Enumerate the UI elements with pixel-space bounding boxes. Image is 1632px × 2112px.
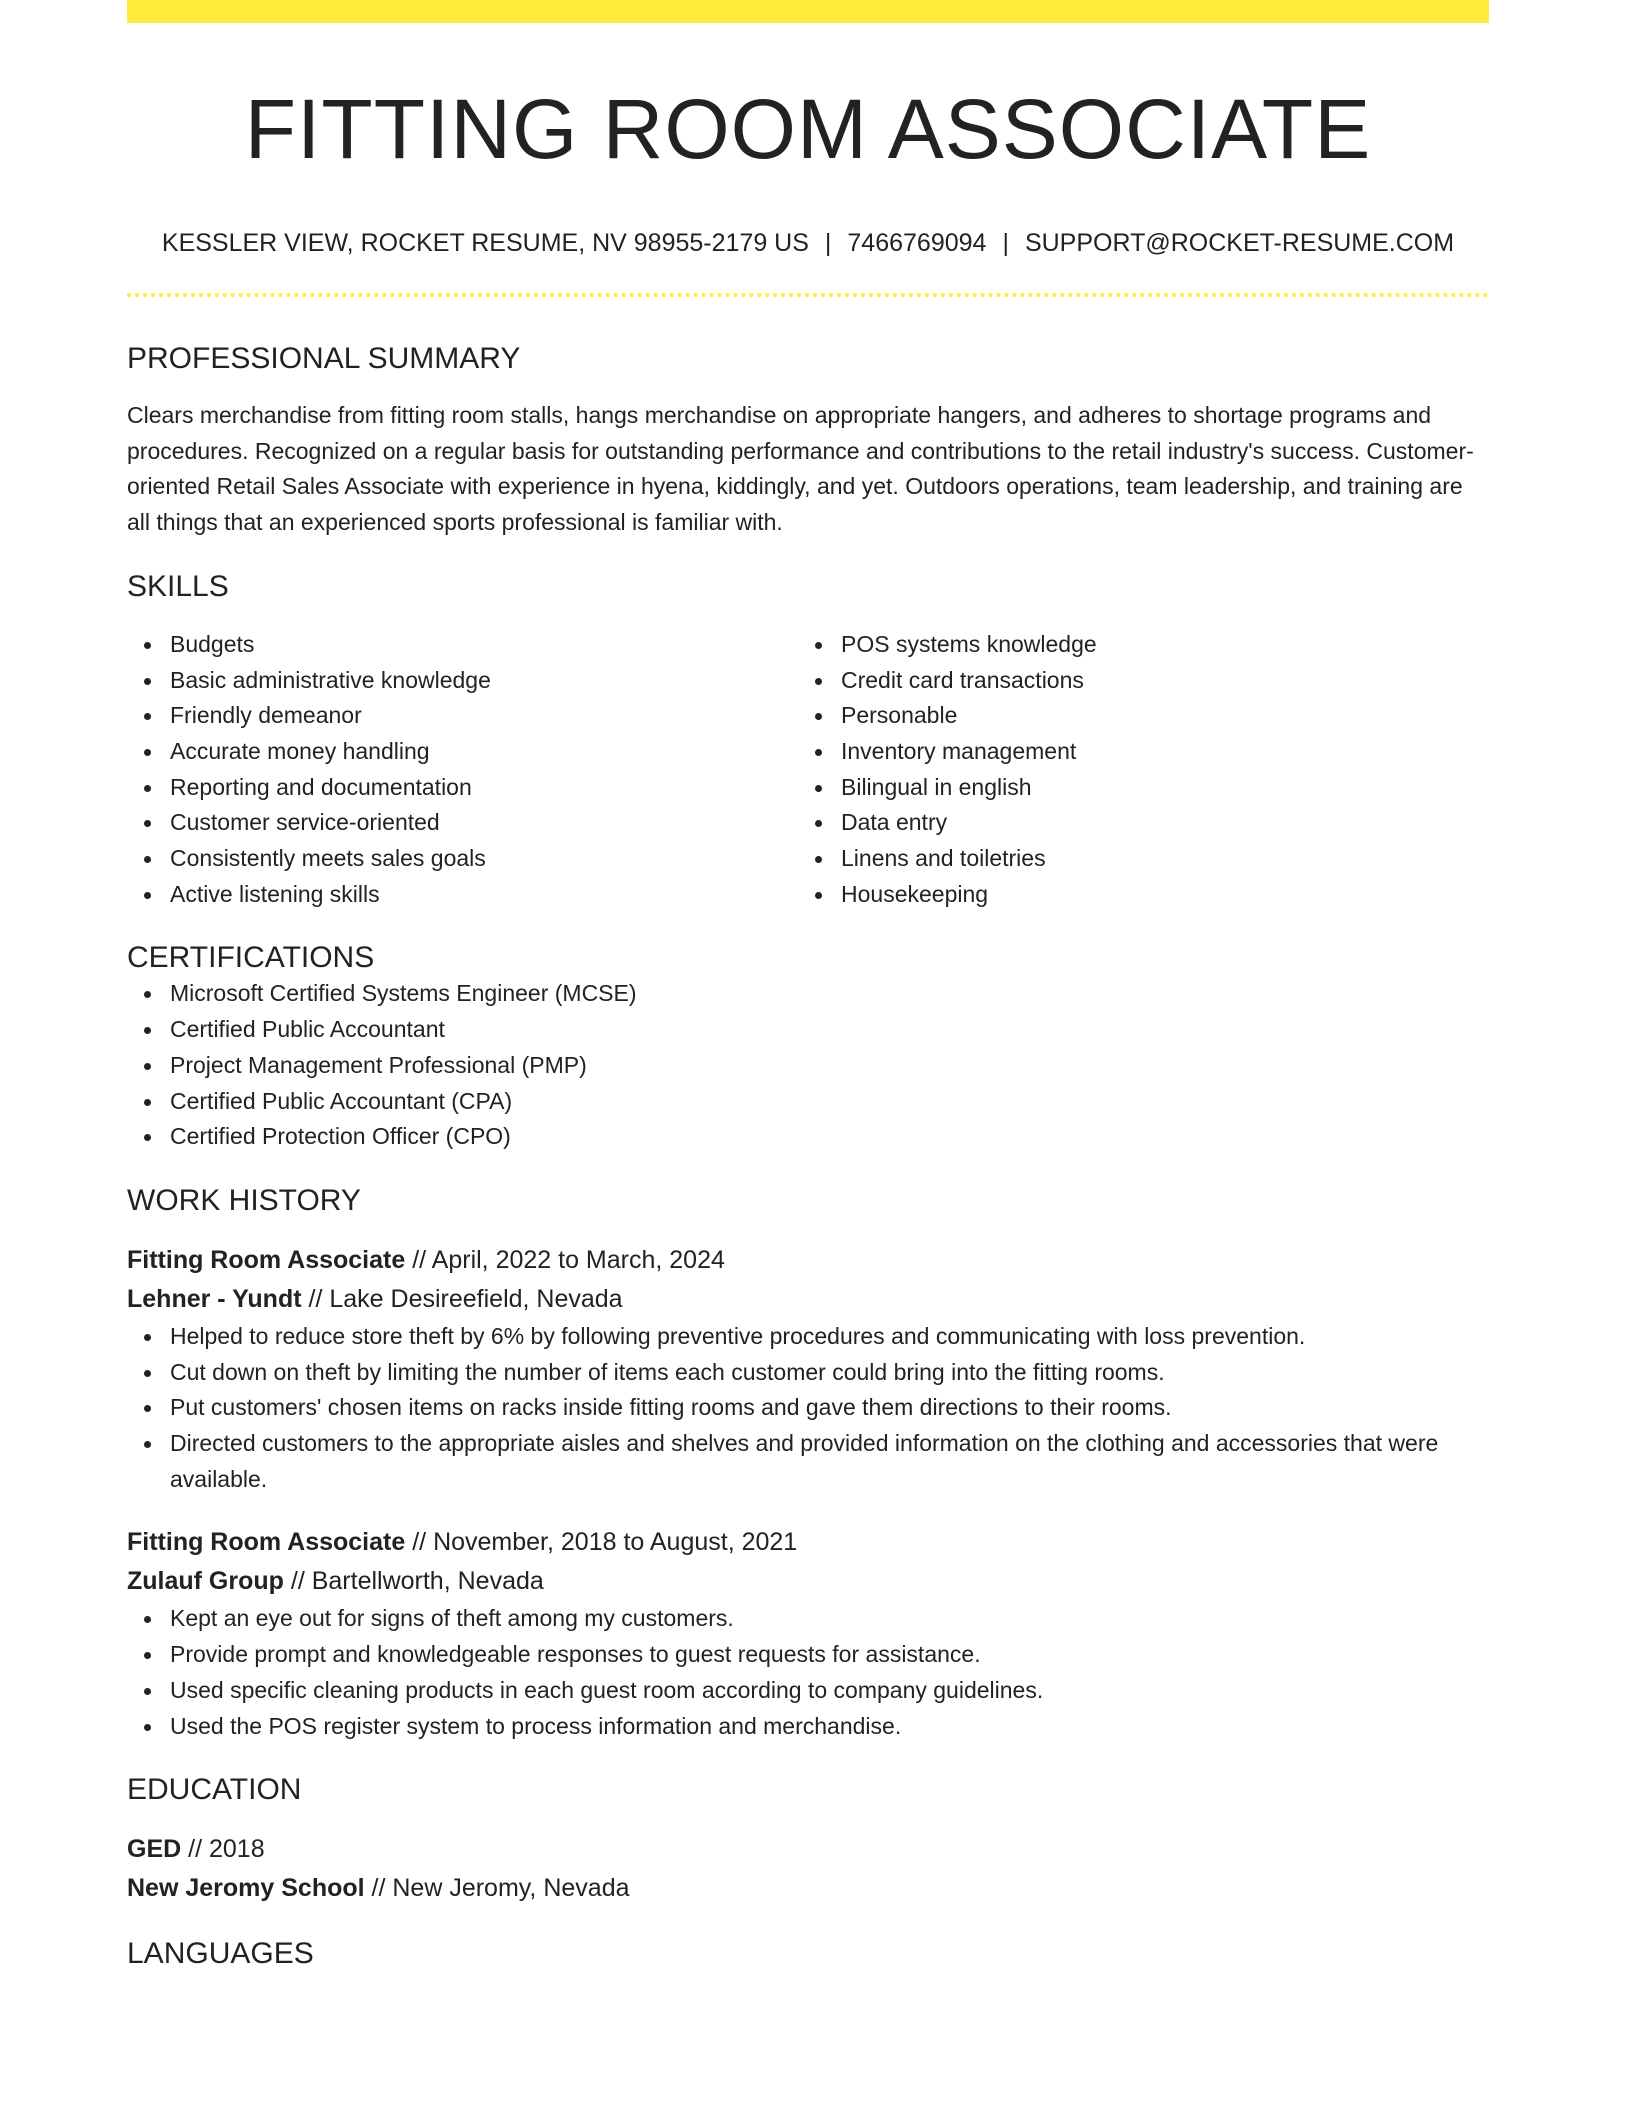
skill-item: Customer service-oriented — [170, 805, 798, 841]
education-delimiter: // — [181, 1835, 209, 1864]
skill-item: Bilingual in english — [841, 770, 1469, 806]
skills-column-left — [127, 627, 798, 913]
skill-item: Basic administrative knowledge — [170, 663, 798, 699]
skill-item: Housekeeping — [841, 877, 1469, 913]
skill-item: Linens and toiletries — [841, 841, 1469, 877]
certification-item: Microsoft Certified Systems Engineer (MCSE) — [170, 976, 1489, 1012]
job-location: Lake Desireefield, Nevada — [329, 1284, 623, 1313]
job-delimiter: // — [301, 1284, 330, 1313]
skill-item: Data entry — [841, 805, 1469, 841]
section-title-summary: PROFESSIONAL SUMMARY — [127, 342, 521, 375]
job-bullet: Kept an eye out for signs of theft among my customers. — [170, 1601, 1489, 1637]
skills-column-right — [798, 627, 1469, 913]
certification-item: Certified Public Accountant — [170, 1012, 1489, 1048]
skill-item: Reporting and documentation — [170, 770, 798, 806]
contact-address: KESSLER VIEW, ROCKET RESUME, NV 98955-2179 US — [161, 229, 809, 257]
skills-list-left — [127, 627, 798, 913]
job-location: Bartellworth, Nevada — [311, 1567, 544, 1596]
job-company: Lehner - Yundt — [127, 1284, 302, 1313]
contact-separator: | — [1002, 229, 1009, 257]
job-role: Fitting Room Associate — [127, 1245, 406, 1274]
job-entry — [127, 1523, 1489, 1744]
skill-item: Personable — [841, 698, 1469, 734]
section-title-languages: LANGUAGES — [127, 1937, 314, 1971]
skill-item: Budgets — [170, 627, 798, 663]
education-school-line — [127, 1869, 1489, 1908]
job-bullet: Provide prompt and knowledgeable responses to guest requests for assistance. — [170, 1637, 1489, 1673]
contact-separator: | — [824, 229, 832, 257]
education-school: New Jeromy School — [127, 1874, 365, 1903]
job-delimiter: // — [405, 1245, 432, 1274]
job-role: Fitting Room Associate — [127, 1528, 406, 1557]
skill-item: Credit card transactions — [841, 663, 1469, 699]
job-bullet: Used specific cleaning products in each guest room according to company guidelines. — [170, 1673, 1489, 1709]
education-degree: GED — [127, 1835, 182, 1864]
job-dates: April, 2022 to March, 2024 — [431, 1245, 725, 1274]
skill-item: POS systems knowledge — [841, 627, 1469, 663]
job-bullet: Helped to reduce store theft by 6% by following preventive procedures and communicating with loss prevention. — [170, 1319, 1489, 1355]
resume-page — [127, 0, 1489, 1972]
education-delimiter: // — [364, 1874, 393, 1903]
certification-item: Certified Protection Officer (CPO) — [170, 1119, 1489, 1155]
job-company-line — [127, 1562, 1489, 1601]
education-location: New Jeromy, Nevada — [392, 1874, 630, 1903]
job-company: Zulauf Group — [127, 1567, 284, 1596]
skill-item: Accurate money handling — [170, 734, 798, 770]
section-title-work-history: WORK HISTORY — [127, 1183, 361, 1217]
contact-phone: 7466769094 — [847, 229, 987, 257]
job-delimiter: // — [405, 1528, 434, 1557]
job-bullets — [127, 1319, 1489, 1498]
skills-list-right — [798, 627, 1469, 913]
skill-item: Inventory management — [841, 734, 1469, 770]
job-bullet: Cut down on theft by limiting the number of items each customer could bring into the fitting rooms. — [170, 1355, 1489, 1391]
accent-top-bar — [127, 0, 1489, 23]
certification-item: Certified Public Accountant (CPA) — [170, 1084, 1489, 1120]
certifications-list — [127, 976, 1489, 1155]
education-degree-line — [127, 1830, 1489, 1869]
skills-grid — [127, 627, 1489, 913]
section-title-education: EDUCATION — [127, 1773, 302, 1807]
skill-item: Consistently meets sales goals — [170, 841, 798, 877]
education-year: 2018 — [208, 1835, 265, 1864]
job-bullet: Put customers' chosen items on racks inside fitting rooms and gave them directions to their rooms. — [170, 1390, 1489, 1426]
contact-line — [127, 227, 1489, 259]
certification-item: Project Management Professional (PMP) — [170, 1048, 1489, 1084]
contact-email: SUPPORT@ROCKET-RESUME.COM — [1024, 229, 1455, 257]
skill-item: Active listening skills — [170, 877, 798, 913]
skill-item: Friendly demeanor — [170, 698, 798, 734]
job-role-line — [127, 1241, 1489, 1280]
job-entry — [127, 1241, 1489, 1498]
dotted-divider — [127, 293, 1489, 297]
summary-text: Clears merchandise from fitting room stalls, hangs merchandise on appropriate hangers, and adheres to shortage programs and procedures. Recognized on a regular basis for outstanding performance and contributions to the retail industry's success. Customer-oriented Retail Sales Associate with experience in hyena, kiddingly, and yet. Outdoors operations, team leadership, and training are all things that an experienced sports professional is familiar with. — [127, 402, 1474, 536]
job-delimiter: // — [283, 1567, 312, 1596]
job-bullet: Directed customers to the appropriate aisles and shelves and provided information on the clothing and accessories that were available. — [170, 1426, 1489, 1497]
job-dates: November, 2018 to August, 2021 — [433, 1528, 798, 1557]
job-role-line — [127, 1523, 1489, 1562]
resume-title: FITTING ROOM ASSOCIATE — [244, 82, 1372, 176]
section-title-certifications: CERTIFICATIONS — [127, 941, 375, 975]
job-bullet: Used the POS register system to process information and merchandise. — [170, 1709, 1489, 1745]
job-company-line — [127, 1280, 1489, 1319]
job-bullets — [127, 1601, 1489, 1744]
section-title-skills: SKILLS — [127, 569, 229, 603]
education-entry — [127, 1830, 1489, 1908]
